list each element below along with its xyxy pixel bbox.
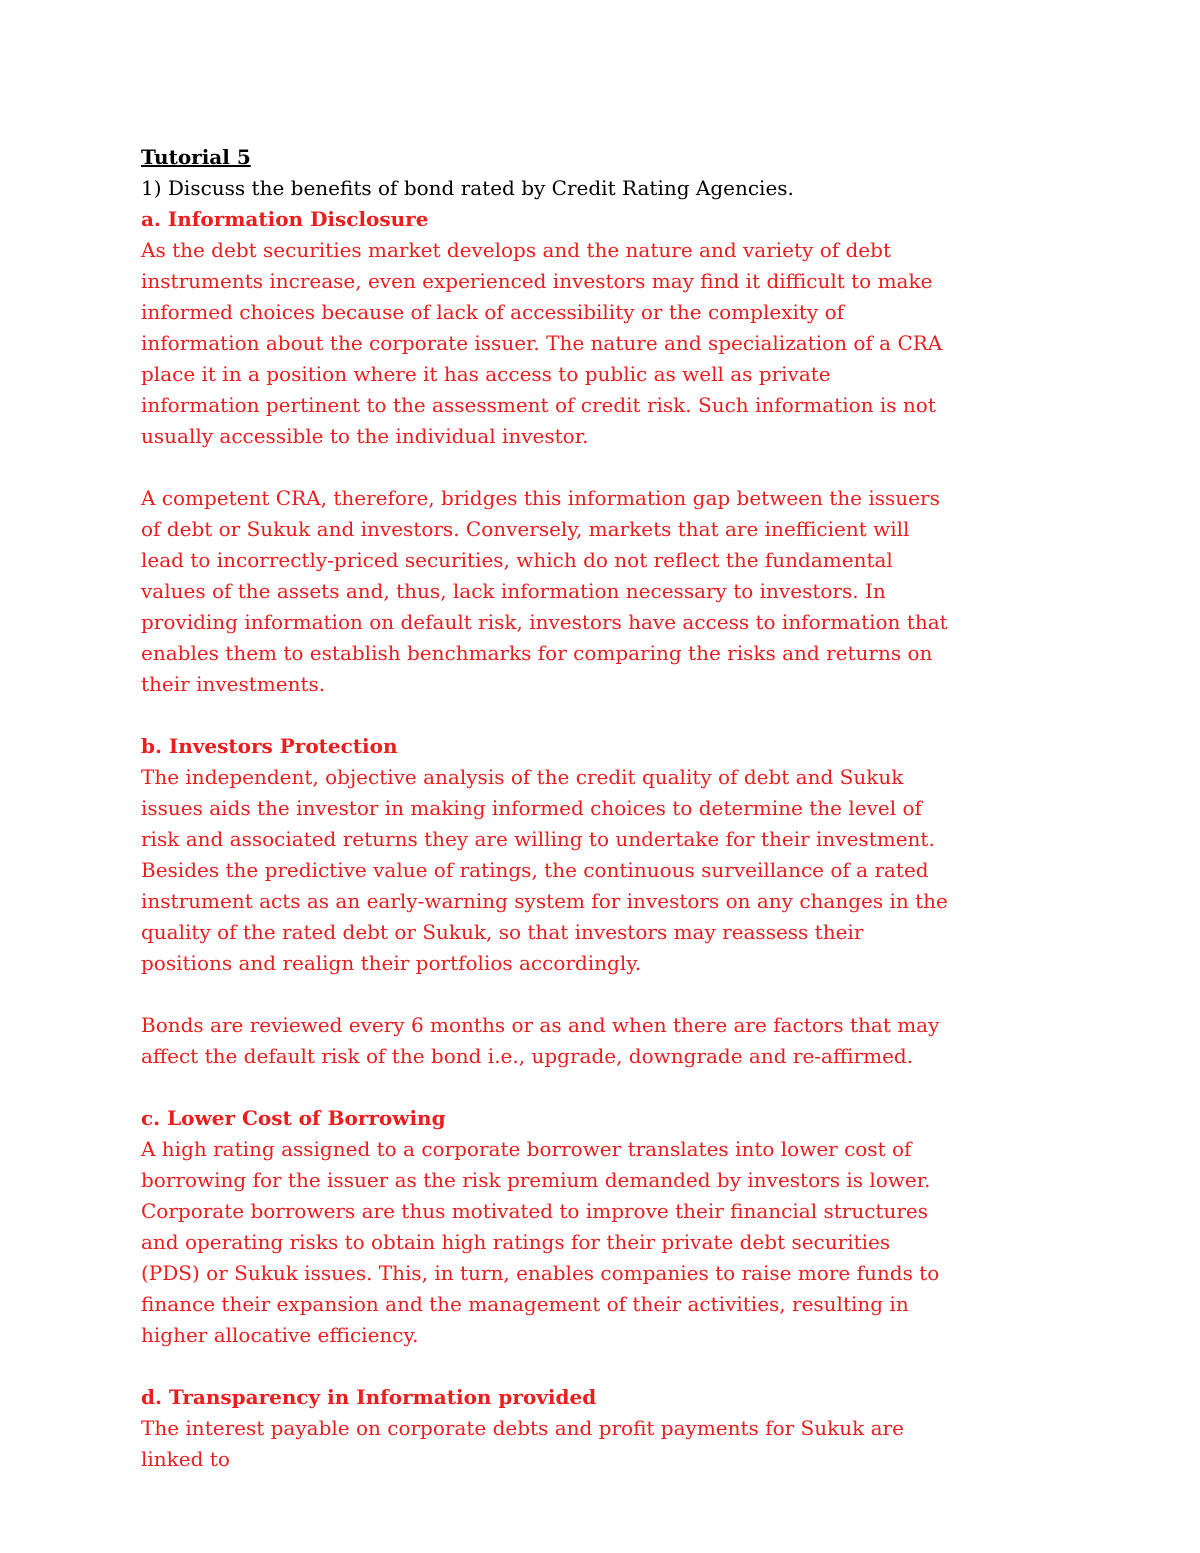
section-paragraph: A competent CRA, therefore, bridges this information gap between the issuers of debt or Sukuk and investors. Conversely, markets that are inefficient will lead to incorrectly-priced securities, which do not reflect the fundamental values of the assets and, thus, lack information necessary to investors. In providing information on default risk, investors have access to information that enables them to establish benchmarks for comparing the risks and returns on their investments. — [141, 486, 948, 696]
document-page — [141, 142, 951, 1475]
section-heading: b. Investors Protection — [141, 734, 398, 758]
paragraph-gap — [141, 452, 951, 483]
paragraph-gap — [141, 979, 951, 1010]
section-gap — [141, 700, 951, 731]
section-paragraph: The interest payable on corporate debts and profit payments for Sukuk are linked to — [141, 1416, 904, 1471]
section-heading: d. Transparency in Information provided — [141, 1385, 597, 1409]
section-gap — [141, 1072, 951, 1103]
section-paragraph: Bonds are reviewed every 6 months or as and when there are factors that may affect the default risk of the bond i.e., upgrade, downgrade and re-affirmed. — [141, 1013, 940, 1068]
section-lower-cost-of-borrowing — [141, 1103, 951, 1351]
section-paragraph: A high rating assigned to a corporate borrower translates into lower cost of borrowing for the issuer as the risk premium demanded by investors is lower. Corporate borrowers are thus motivated to improve their financial structures and operating risks to obtain high ratings for their private debt securities (PDS) or Sukuk issues. This, in turn, enables companies to raise more funds to finance their expansion and the management of their activities, resulting in higher allocative efficiency. — [141, 1137, 940, 1347]
section-heading: c. Lower Cost of Borrowing — [141, 1106, 446, 1130]
section-paragraph: The independent, objective analysis of the credit quality of debt and Sukuk issues aids the investor in making informed choices to determine the level of risk and associated returns they are willing to undertake for their investment. Besides the predictive value of ratings, the continuous surveillance of a rated instrument acts as an early-warning system for investors on any changes in the quality of the rated debt or Sukuk, so that investors may reassess their positions and realign their portfolios accordingly. — [141, 765, 948, 975]
section-heading: a. Information Disclosure — [141, 207, 429, 231]
section-information-disclosure — [141, 204, 951, 700]
section-investors-protection — [141, 731, 951, 1072]
section-paragraph: As the debt securities market develops and the nature and variety of debt instruments increase, even experienced investors may find it difficult to make informed choices because of lack of accessibility or the complexity of information about the corporate issuer. The nature and specialization of a CRA place it in a position where it has access to public as well as private information pertinent to the assessment of credit risk. Such information is not usually accessible to the individual investor. — [141, 238, 943, 448]
question-text: 1) Discuss the benefits of bond rated by Credit Rating Agencies. — [141, 176, 794, 200]
section-transparency — [141, 1382, 951, 1475]
section-gap — [141, 1351, 951, 1382]
document-title: Tutorial 5 — [141, 145, 251, 169]
